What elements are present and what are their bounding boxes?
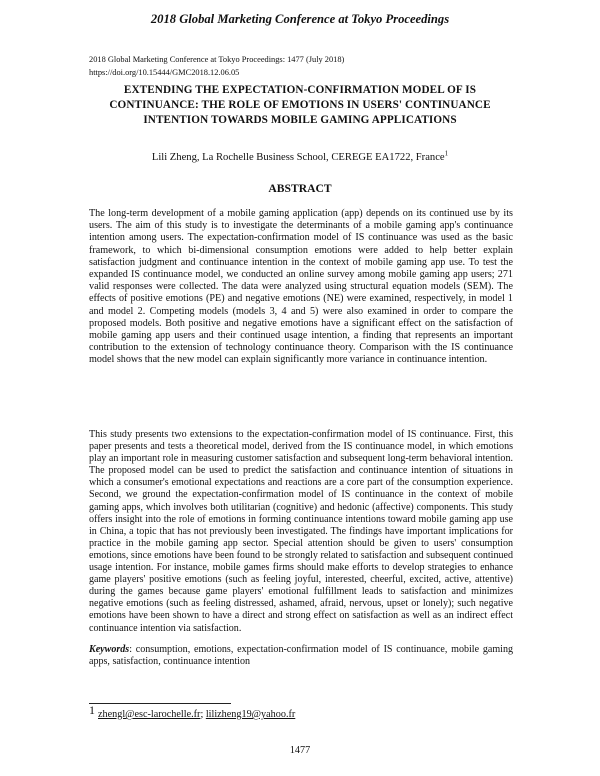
abstract-paragraph-1: The long-term development of a mobile gaming application (app) depends on its continued use by its users. The aim of this study is to investigate the determinants of a mobile gaming app's continuance intention among users. The expectation-confirmation model of IS continuance was used as the basic framework, to which bi-dimensional consumption emotions were added to help better explain satisfaction judgment and continuance intention in the context of mobile gaming app use. To test the expanded IS continuance model, we conducted an online survey among mobile gaming app users; 271 valid responses were collected. The data were analyzed using structural equation models (SEM). The effects of positive emotions (PE) and negative emotions (NE) were examined, respectively, in model 1 and model 2. Competing models (models 3, 4 and 5) were also examined in order to compare the proposed models. Both positive and negative emotions have a significant effect on the satisfaction of mobile gaming app users and their continued usage intention, a finding that represents an important contribution to the extension of technology continuance theory. Comparison with the IS continuance model shows that the new model can explain significantly more variance in continuance intention. [89, 208, 513, 366]
citation-block [89, 54, 519, 79]
keywords-text: : consumption, emotions, expectation-confirmation model of IS continuance, mobile gaming apps, satisfaction, continuance intention [89, 644, 513, 668]
footnote-email-link-2[interactable]: lilizheng19@yahoo.fr [205, 709, 296, 720]
keywords-paragraph [89, 644, 513, 668]
footnote-separator: ; [200, 709, 204, 720]
keywords-label: Keywords [89, 644, 130, 655]
paper-title: EXTENDING THE EXPECTATION-CONFIRMATION MODEL OF IS CONTINUANCE: THE ROLE OF EMOTIONS IN USERS' CONTINUANCE INTENTION TOWARDS MOBILE GAMING APPLICATIONS [109, 84, 491, 126]
page-number: 1477 [289, 745, 311, 756]
author-affiliation: Lili Zheng, La Rochelle Business School, CEREGE EA1722, France [151, 152, 445, 163]
abstract-paragraph-2: This study presents two extensions to the expectation-confirmation model of IS continuance. First, this paper presents and tests a theoretical model, derived from the IS continuance model, in which emotions play an important role in measuring customer satisfaction and subsequent long-term behavioral intention. The proposed model can be used to predict the satisfaction and continuance intention of situations in which a consumer's emotional expectations and reactions are a core part of the consumption experience. Second, we ground the expectation-confirmation model of IS continuance in the context of mobile gaming apps, which involves both utilitarian (cognitive) and hedonic (affective) components. This study offers insight into the role of emotions in forming continuance intentions toward mobile gaming app use in China, a topic that has not previously been investigated. The findings have important implications for practice in the mobile gaming app sector. Special attention should be given to users' consumption emotions, since emotions have been found to be strongly related to satisfaction and subsequent continued usage intention. For instance, mobile games firms should make efforts to develop strategies to enhance game players' positive emotions (such as feeling joyful, interested, cheerful, excited, active, attentive) during the games because game players' emotional fulfillment leads to satisfaction and minimizes negative emotions (such as feeling distressed, ashamed, afraid, nervous, upset or lonely); such negative emotions have been shown to have a direct and strong effect on satisfaction as well as an indirect effect continuance intention via satisfaction. [89, 429, 513, 634]
abstract-heading: ABSTRACT [268, 182, 332, 195]
citation-line: 2018 Global Marketing Conference at Tokyo Proceedings: 1477 (July 2018) [89, 55, 345, 64]
footnote [89, 703, 296, 721]
doi-line: https://doi.org/10.15444/GMC2018.12.06.05 [89, 67, 240, 77]
footnote-mark: 1 [89, 703, 95, 717]
author-line [0, 149, 600, 163]
footnote-email-link-1[interactable]: zhengl@esc-larochelle.fr [98, 709, 201, 720]
author-footnote-mark: 1 [444, 149, 449, 158]
running-header: 2018 Global Marketing Conference at Tokyo Proceedings [150, 12, 450, 26]
footnote-divider [89, 703, 231, 704]
